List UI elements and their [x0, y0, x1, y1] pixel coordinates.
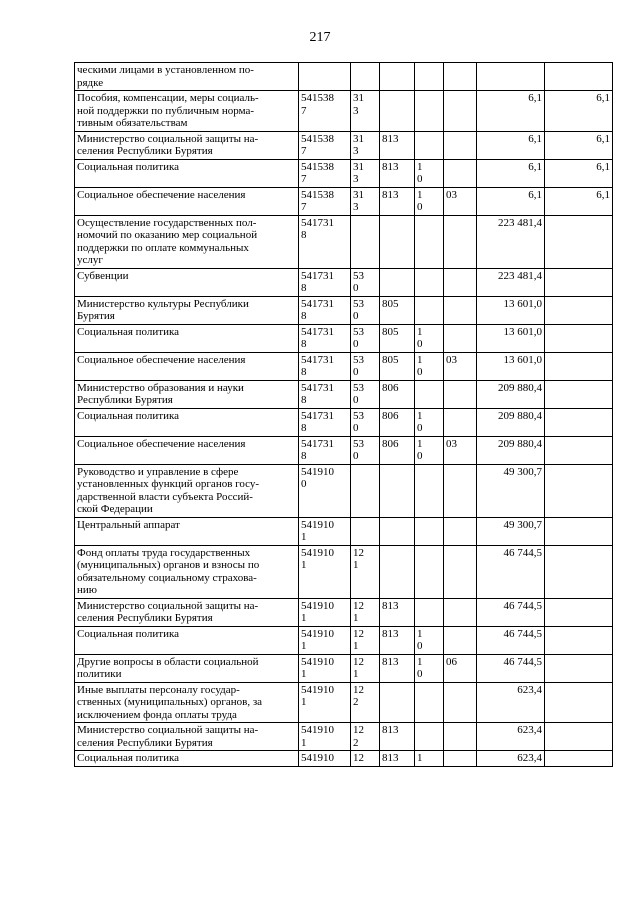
table-row — [75, 626, 613, 654]
amount-cell: 46 744,5 — [477, 654, 545, 682]
expense-type-cell: 53 0 — [351, 268, 380, 296]
target-article-code-cell: 541731 8 — [299, 408, 351, 436]
amount-cell: 623,4 — [477, 751, 545, 767]
row-name-cell: Центральный аппарат — [75, 517, 299, 545]
amount-secondary-cell — [545, 464, 613, 517]
amount-secondary-cell — [545, 352, 613, 380]
amount-cell: 623,4 — [477, 723, 545, 751]
expense-type-cell: 53 0 — [351, 408, 380, 436]
table-row — [75, 408, 613, 436]
row-name-cell: Руководство и управление в сфере установленных функций органов госу- дарственной власти субъекта Россий- ской Федерации — [75, 464, 299, 517]
amount-secondary-cell — [545, 682, 613, 723]
row-name-cell: Социальная политика — [75, 408, 299, 436]
ministry-code-cell: 813 — [380, 626, 415, 654]
expense-type-cell: 53 0 — [351, 436, 380, 464]
row-name-cell: Социальная политика — [75, 751, 299, 767]
row-name-cell: Осуществление государственных пол- номочий по оказанию мер социальной поддержки по оплате коммунальных услуг — [75, 215, 299, 268]
target-article-code-cell: 541731 8 — [299, 380, 351, 408]
target-article-code-cell: 541910 1 — [299, 626, 351, 654]
amount-cell: 6,1 — [477, 91, 545, 132]
amount-cell: 49 300,7 — [477, 517, 545, 545]
expense-type-cell — [351, 63, 380, 91]
target-article-code-cell: 541910 1 — [299, 723, 351, 751]
section-code-cell: 1 0 — [415, 324, 444, 352]
target-article-code-cell: 541910 1 — [299, 545, 351, 598]
row-name-cell: Иные выплаты персоналу государ- ственных (муниципальных) органов, за исключением фонда оплаты труда — [75, 682, 299, 723]
subsection-code-cell: 03 — [444, 436, 477, 464]
table-row — [75, 352, 613, 380]
expense-type-cell: 12 — [351, 751, 380, 767]
section-code-cell: 1 0 — [415, 408, 444, 436]
table-row — [75, 268, 613, 296]
amount-cell: 6,1 — [477, 159, 545, 187]
target-article-code-cell: 541731 8 — [299, 296, 351, 324]
ministry-code-cell — [380, 517, 415, 545]
expense-type-cell — [351, 517, 380, 545]
subsection-code-cell — [444, 324, 477, 352]
section-code-cell: 1 0 — [415, 654, 444, 682]
expense-type-cell: 53 0 — [351, 380, 380, 408]
section-code-cell: 1 0 — [415, 159, 444, 187]
amount-cell: 223 481,4 — [477, 268, 545, 296]
expense-type-cell: 12 2 — [351, 682, 380, 723]
row-name-cell: Другие вопросы в области социальной политики — [75, 654, 299, 682]
amount-cell: 46 744,5 — [477, 598, 545, 626]
target-article-code-cell: 541910 1 — [299, 654, 351, 682]
target-article-code-cell: 541731 8 — [299, 436, 351, 464]
section-code-cell: 1 0 — [415, 187, 444, 215]
ministry-code-cell: 813 — [380, 598, 415, 626]
ministry-code-cell: 805 — [380, 352, 415, 380]
row-name-cell: Социальная политика — [75, 626, 299, 654]
section-code-cell: 1 0 — [415, 352, 444, 380]
amount-secondary-cell: 6,1 — [545, 187, 613, 215]
amount-cell: 13 601,0 — [477, 296, 545, 324]
subsection-code-cell — [444, 598, 477, 626]
section-code-cell — [415, 517, 444, 545]
amount-secondary-cell — [545, 436, 613, 464]
section-code-cell — [415, 598, 444, 626]
row-name-cell: Субвенции — [75, 268, 299, 296]
amount-secondary-cell — [545, 380, 613, 408]
expense-type-cell: 31 3 — [351, 91, 380, 132]
amount-cell: 13 601,0 — [477, 352, 545, 380]
amount-cell: 623,4 — [477, 682, 545, 723]
section-code-cell — [415, 63, 444, 91]
table-row — [75, 545, 613, 598]
section-code-cell — [415, 131, 444, 159]
subsection-code-cell — [444, 131, 477, 159]
target-article-code-cell: 541538 7 — [299, 131, 351, 159]
subsection-code-cell — [444, 464, 477, 517]
ministry-code-cell: 813 — [380, 723, 415, 751]
row-name-cell: Социальное обеспечение населения — [75, 187, 299, 215]
amount-secondary-cell — [545, 723, 613, 751]
target-article-code-cell: 541910 1 — [299, 517, 351, 545]
subsection-code-cell: 03 — [444, 187, 477, 215]
ministry-code-cell: 806 — [380, 436, 415, 464]
amount-secondary-cell — [545, 545, 613, 598]
section-code-cell — [415, 91, 444, 132]
ministry-code-cell: 813 — [380, 654, 415, 682]
table-body — [75, 63, 613, 767]
section-code-cell — [415, 380, 444, 408]
section-code-cell — [415, 215, 444, 268]
page-number: 217 — [309, 30, 331, 45]
ministry-code-cell: 813 — [380, 187, 415, 215]
amount-secondary-cell: 6,1 — [545, 131, 613, 159]
expense-type-cell — [351, 464, 380, 517]
ministry-code-cell — [380, 63, 415, 91]
amount-secondary-cell — [545, 215, 613, 268]
row-name-cell: Министерство культуры Республики Бурятия — [75, 296, 299, 324]
amount-secondary-cell — [545, 517, 613, 545]
ministry-code-cell — [380, 91, 415, 132]
subsection-code-cell — [444, 268, 477, 296]
expense-type-cell: 31 3 — [351, 159, 380, 187]
table-row — [75, 723, 613, 751]
expense-type-cell: 12 2 — [351, 723, 380, 751]
section-code-cell — [415, 545, 444, 598]
amount-secondary-cell — [545, 654, 613, 682]
ministry-code-cell — [380, 215, 415, 268]
target-article-code-cell: 541538 7 — [299, 91, 351, 132]
subsection-code-cell — [444, 517, 477, 545]
row-name-cell: Пособия, компенсации, меры социаль- ной поддержки по публичным норма- тивным обязательствам — [75, 91, 299, 132]
amount-cell: 49 300,7 — [477, 464, 545, 517]
target-article-code-cell: 541538 7 — [299, 187, 351, 215]
section-code-cell: 1 0 — [415, 626, 444, 654]
target-article-code-cell: 541910 1 — [299, 682, 351, 723]
section-code-cell: 1 0 — [415, 436, 444, 464]
row-name-cell: Фонд оплаты труда государственных (муниципальных) органов и взносы по обязательному социальному страхова- нию — [75, 545, 299, 598]
expense-type-cell: 31 3 — [351, 187, 380, 215]
table-row — [75, 296, 613, 324]
amount-secondary-cell — [545, 598, 613, 626]
table-row — [75, 464, 613, 517]
table-row — [75, 682, 613, 723]
expense-type-cell: 53 0 — [351, 352, 380, 380]
target-article-code-cell: 541910 1 — [299, 598, 351, 626]
row-name-cell: Министерство образования и науки Республики Бурятия — [75, 380, 299, 408]
subsection-code-cell — [444, 296, 477, 324]
target-article-code-cell: 541731 8 — [299, 268, 351, 296]
subsection-code-cell — [444, 723, 477, 751]
section-code-cell: 1 — [415, 751, 444, 767]
ministry-code-cell: 813 — [380, 751, 415, 767]
section-code-cell — [415, 723, 444, 751]
subsection-code-cell — [444, 63, 477, 91]
row-name-cell: Министерство социальной защиты на- селения Республики Бурятия — [75, 131, 299, 159]
amount-cell — [477, 63, 545, 91]
row-name-cell: ческими лицами в установленном по- рядке — [75, 63, 299, 91]
target-article-code-cell: 541910 — [299, 751, 351, 767]
subsection-code-cell — [444, 545, 477, 598]
target-article-code-cell: 541731 8 — [299, 324, 351, 352]
amount-cell: 223 481,4 — [477, 215, 545, 268]
expense-type-cell: 53 0 — [351, 324, 380, 352]
table-row — [75, 751, 613, 767]
row-name-cell: Министерство социальной защиты на- селения Республики Бурятия — [75, 598, 299, 626]
ministry-code-cell — [380, 545, 415, 598]
section-code-cell — [415, 296, 444, 324]
ministry-code-cell — [380, 682, 415, 723]
ministry-code-cell: 805 — [380, 296, 415, 324]
amount-cell: 209 880,4 — [477, 380, 545, 408]
subsection-code-cell: 06 — [444, 654, 477, 682]
ministry-code-cell — [380, 464, 415, 517]
target-article-code-cell: 541910 0 — [299, 464, 351, 517]
budget-table — [74, 62, 613, 767]
ministry-code-cell — [380, 268, 415, 296]
table-row — [75, 159, 613, 187]
table-row — [75, 63, 613, 91]
section-code-cell — [415, 464, 444, 517]
subsection-code-cell — [444, 91, 477, 132]
row-name-cell: Социальное обеспечение населения — [75, 436, 299, 464]
table-row — [75, 517, 613, 545]
table-row — [75, 654, 613, 682]
expense-type-cell: 31 3 — [351, 131, 380, 159]
row-name-cell: Социальное обеспечение населения — [75, 352, 299, 380]
table-row — [75, 91, 613, 132]
row-name-cell: Социальная политика — [75, 324, 299, 352]
amount-secondary-cell — [545, 408, 613, 436]
ministry-code-cell: 806 — [380, 408, 415, 436]
section-code-cell — [415, 268, 444, 296]
subsection-code-cell — [444, 751, 477, 767]
amount-secondary-cell — [545, 751, 613, 767]
section-code-cell — [415, 682, 444, 723]
target-article-code-cell — [299, 63, 351, 91]
amount-secondary-cell: 6,1 — [545, 91, 613, 132]
amount-secondary-cell — [545, 268, 613, 296]
amount-secondary-cell — [545, 324, 613, 352]
subsection-code-cell — [444, 159, 477, 187]
expense-type-cell: 53 0 — [351, 296, 380, 324]
amount-cell: 6,1 — [477, 131, 545, 159]
ministry-code-cell: 813 — [380, 159, 415, 187]
table-row — [75, 324, 613, 352]
row-name-cell: Министерство социальной защиты на- селения Республики Бурятия — [75, 723, 299, 751]
amount-cell: 46 744,5 — [477, 545, 545, 598]
amount-cell: 209 880,4 — [477, 408, 545, 436]
table-row — [75, 598, 613, 626]
amount-secondary-cell — [545, 626, 613, 654]
expense-type-cell — [351, 215, 380, 268]
amount-secondary-cell — [545, 63, 613, 91]
amount-cell: 6,1 — [477, 187, 545, 215]
row-name-cell: Социальная политика — [75, 159, 299, 187]
ministry-code-cell: 813 — [380, 131, 415, 159]
expense-type-cell: 12 1 — [351, 654, 380, 682]
expense-type-cell: 12 1 — [351, 626, 380, 654]
amount-cell: 46 744,5 — [477, 626, 545, 654]
target-article-code-cell: 541731 8 — [299, 215, 351, 268]
ministry-code-cell: 806 — [380, 380, 415, 408]
amount-secondary-cell — [545, 296, 613, 324]
target-article-code-cell: 541731 8 — [299, 352, 351, 380]
amount-secondary-cell: 6,1 — [545, 159, 613, 187]
target-article-code-cell: 541538 7 — [299, 159, 351, 187]
table-row — [75, 187, 613, 215]
subsection-code-cell — [444, 682, 477, 723]
subsection-code-cell — [444, 408, 477, 436]
table-row — [75, 215, 613, 268]
amount-cell: 13 601,0 — [477, 324, 545, 352]
expense-type-cell: 12 1 — [351, 545, 380, 598]
ministry-code-cell: 805 — [380, 324, 415, 352]
subsection-code-cell: 03 — [444, 352, 477, 380]
subsection-code-cell — [444, 380, 477, 408]
expense-type-cell: 12 1 — [351, 598, 380, 626]
amount-cell: 209 880,4 — [477, 436, 545, 464]
table-row — [75, 131, 613, 159]
table-row — [75, 436, 613, 464]
subsection-code-cell — [444, 626, 477, 654]
table-row — [75, 380, 613, 408]
subsection-code-cell — [444, 215, 477, 268]
